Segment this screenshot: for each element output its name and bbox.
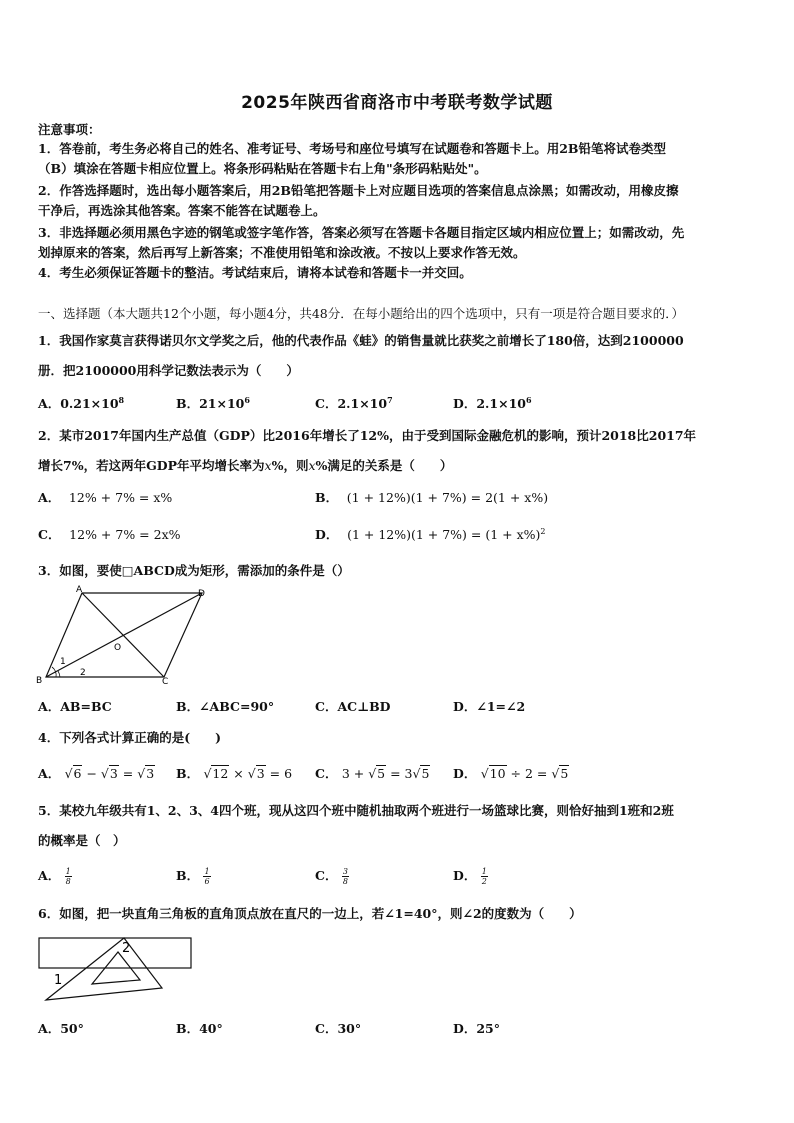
question-2-line: 增长7%，若这两年GDP年平均增长率为x%，则x%满足的关系是（ ） [38,458,453,473]
q3-option-a[interactable]: A．AB=BC [38,699,112,714]
q3-option-b[interactable]: B．∠ABC=90° [176,699,275,714]
question-1-line: 1．我国作家莫言获得诺贝尔文学奖之后，他的代表作品《蛙》的销售量就比获奖之前增长了180倍，达到2100000 [38,333,684,348]
label-angle-2: 2 [122,941,131,956]
notice-line: 3．非选择题必须用黑色字迹的钢笔或签字笔作答，答案必须写在答题卡各题目指定区域内相应位置上；如需改动，先 [38,225,685,240]
q4-option-c[interactable]: C． 3 + √5 = 3√5 [315,766,430,781]
question-2-line: 2．某市2017年国内生产总值（GDP）比2016年增长了12%，由于受到国际金融危机的影响，预计2018比2017年 [38,428,697,443]
q3-option-d[interactable]: D．∠1=∠2 [453,699,526,714]
q1-option-b[interactable]: B．$21\times 10^6$ [176,394,250,411]
question-6-line: 6．如图，把一块直角三角板的直角顶点放在直尺的一边上，若∠1=40°，则∠2的度数为（ ） [38,906,582,921]
notice-line: 干净后，再选涂其他答案。答案不能答在试题卷上。 [38,203,326,218]
notice-heading: 注意事项： [38,122,101,137]
q2-option-c[interactable]: C． 12% + 7% = 2x% [38,527,181,542]
notice-line: 4．考生必须保证答题卡的整洁。考试结束后，请将本试卷和答题卡一并交回。 [38,265,472,280]
q3-option-c[interactable]: C．AC⊥BD [315,699,391,714]
q5-option-c[interactable]: C． $\frac{3}{8}$ [315,867,348,886]
q1-option-a[interactable]: A．$0.21\times 10^8$ [38,394,125,411]
question-1-line: 册．把2100000用科学记数法表示为（ ） [38,363,299,378]
q4-option-a[interactable]: A． √6 − √3 = √3 [38,766,155,781]
page-title: 2025年陕西省商洛市中考联考数学试题 [241,93,553,113]
notice-line: （B）填涂在答题卡相应位置上。将条形码粘贴在答题卡右上角"条形码粘贴处"。 [38,161,487,176]
q1-option-d[interactable]: D．$2.1\times 10^6$ [453,394,532,411]
ruler-triangle-figure [36,934,196,1004]
question-5-line: 的概率是（ ） [38,833,126,848]
label-d: D [198,589,205,599]
question-5-line: 5．某校九年级共有1、2、3、4四个班，现从这四个班中随机抽取两个班进行一场篮球比赛，则恰好抽到1班和2班 [38,803,674,818]
q6-option-a[interactable]: A．50° [38,1021,84,1036]
notice-line: 2．作答选择题时，选出每小题答案后，用2B铅笔把答题卡上对应题目选项的答案信息点涂黑；如需改动，用橡皮擦 [38,183,679,198]
q5-option-b[interactable]: B． $\frac{1}{6}$ [176,867,210,886]
q5-option-a[interactable]: A． $\frac{1}{8}$ [38,867,71,886]
question-4-line: 4．下列各式计算正确的是( ) [38,730,222,745]
parallelogram-figure [34,585,214,685]
section-heading: 一、选择题（本大题共12个小题，每小题4分，共48分．在每小题给出的四个选项中，只有一项是符合题目要求的．） [38,306,685,321]
q6-option-b[interactable]: B．40° [176,1021,223,1036]
q6-option-d[interactable]: D．25° [453,1021,500,1036]
label-o: O [114,643,122,653]
notice-line: 1．答卷前，考生务必将自己的姓名、准考证号、考场号和座位号填写在试题卷和答题卡上。用2B铅笔将试卷类型 [38,141,666,156]
question-3-line: 3．如图，要使□ABCD成为矩形，需添加的条件是（） [38,563,350,578]
q2-option-b[interactable]: B． (1 + 12%)(1 + 7%) = 2(1 + x%) [315,490,549,505]
q1-option-c[interactable]: C．$2.1\times 10^7$ [315,394,393,411]
label-angle-1: 1 [54,973,63,988]
label-angle-1: 1 [60,657,66,667]
q4-option-d[interactable]: D． √10 ÷ 2 = √5 [453,766,569,781]
label-c: C [162,677,169,685]
label-angle-2: 2 [80,668,86,678]
q2-option-d[interactable]: D． $(1 + 12\%)(1 + 7\%) = (1 + x\%)^2$ [315,526,546,542]
q6-option-c[interactable]: C．30° [315,1021,362,1036]
label-a: A [76,585,83,595]
q4-option-b[interactable]: B． √12 × √3 = 6 [176,766,293,781]
label-b: B [36,676,43,685]
notice-line: 划掉原来的答案，然后再写上新答案；不准使用铅笔和涂改液。不按以上要求作答无效。 [38,245,526,260]
q2-option-a[interactable]: A． 12% + 7% = x% [38,490,173,505]
q5-option-d[interactable]: D． $\frac{1}{2}$ [453,867,487,886]
